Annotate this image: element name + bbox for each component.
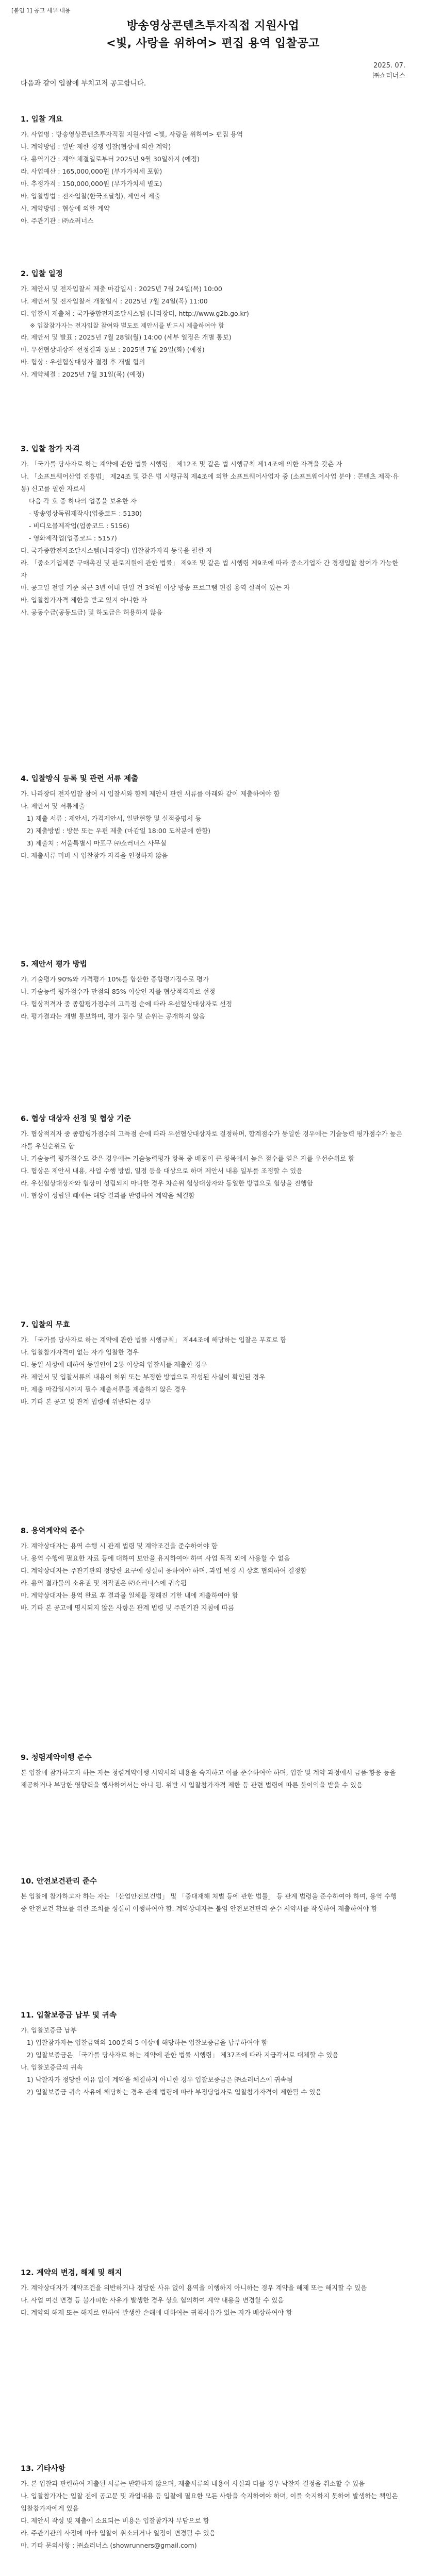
section-line: 라. 「중소기업제품 구매촉진 및 판로지원에 관한 법률」 제9조 및 같은 법 시행령 제9조에 따라 중소기업자 간 경쟁입찰 참여가 가능한 자 bbox=[21, 559, 401, 579]
section-line: 바. 기타 본 공고 및 관계 법령에 위반되는 경우 bbox=[21, 1398, 152, 1405]
section-line: 1) 낙찰자가 정당한 이유 없이 계약을 체결하지 아니한 경우 입찰보증금은 ㈜쇼러너스에 귀속됨 bbox=[21, 2076, 293, 2083]
section-line: 마. 우선협상대상자 선정결과 통보 : 2025년 7월 29일(화) (예정) bbox=[21, 346, 205, 353]
section-line: 라. 용역 결과물의 소유권 및 저작권은 ㈜쇼러너스에 귀속됨 bbox=[21, 1579, 187, 1587]
section-line: 바. 기타 본 공고에 명시되지 않은 사항은 관계 법령 및 주관기관 지침에 따름 bbox=[21, 1604, 234, 1612]
section-title: 5. 제안서 평가 방법 bbox=[21, 960, 87, 969]
section-7 bbox=[21, 1319, 402, 1408]
intro-text: 다음과 같이 입찰에 부치고저 공고합니다. bbox=[21, 79, 146, 88]
section-title: 12. 계약의 변경, 해제 및 해지 bbox=[21, 2269, 122, 2277]
section-line: 사. 계약방법 : 협상에 의한 계약 bbox=[21, 205, 110, 212]
section-line: 라. 우선협상대상자와 협상이 성립되지 아니한 경우 차순위 협상대상자와 동일한 방법으로 협상을 진행함 bbox=[21, 1179, 313, 1187]
section-11 bbox=[21, 2009, 402, 2098]
section-title: 4. 입찰방식 등록 및 관련 서류 제출 bbox=[21, 775, 138, 783]
section-line: 다. 협상은 제안서 내용, 사업 수행 방법, 일정 등을 대상으로 하며 제안서 내용 일부를 조정할 수 있음 bbox=[21, 1167, 303, 1175]
section-line: 마. 추정가격 : 150,000,000원 (부가가치세 별도) bbox=[21, 180, 162, 188]
section-title: 3. 입찰 참가 자격 bbox=[21, 445, 80, 453]
section-12 bbox=[21, 2267, 402, 2319]
section-2 bbox=[21, 268, 402, 381]
section-title: 11. 입찰보증금 납부 및 귀속 bbox=[21, 2011, 117, 2020]
section-line: 가. 본 입찰과 관련하여 제출된 서류는 반환하지 않으며, 제출서류의 내용이 사실과 다를 경우 낙찰자 결정을 취소할 수 있음 bbox=[21, 2480, 365, 2487]
section-line: 다. 협상적격자 중 종합평가점수의 고득점 순에 따라 우선협상대상자로 선정 bbox=[21, 1000, 233, 1008]
section-line: 다. 계약상대자는 주관기관의 정당한 요구에 성실히 응하여야 하며, 과업 변경 시 상호 협의하여 결정함 bbox=[21, 1567, 307, 1574]
section-line: 다. 입찰서 제출처 : 국가종합전자조달시스템 (나라장터, http://www.g2b.go.kr) bbox=[21, 310, 249, 317]
section-1 bbox=[21, 113, 402, 227]
title-block bbox=[0, 18, 426, 53]
section-line: 3) 제출처 : 서울특별시 마포구 ㈜쇼러너스 사무실 bbox=[21, 839, 167, 847]
section-line: 가. 사업명 : 방송영상콘텐츠투자직접 지원사업 <빛, 사랑을 위하여> 편집 용역 bbox=[21, 130, 243, 138]
page-title-line2: <빛, 사랑을 위하여> 편집 용역 입찰공고 bbox=[106, 37, 320, 50]
section-title: 6. 협상 대상자 선정 및 협상 기준 bbox=[21, 1115, 131, 1123]
section-line: 본 입찰에 참가하고자 하는 자는 청렴계약이행 서약서의 내용을 숙지하고 이를 준수하여야 하며, 입찰 및 계약 과정에서 금품·향응 등을 제공하거나 부당한 영향력을 행사하여서는 아니 됨. 위반 시 입찰참가자격 제한 등 관련 법령에 따른 불이익을 받을 수 있음 bbox=[21, 1769, 398, 1789]
section-line: 나. 입찰참가자격이 없는 자가 입찰한 경우 bbox=[21, 1348, 139, 1356]
section-line: 나. 용역 수행에 필요한 자료 등에 대하여 보안을 유지하여야 하며 사업 목적 외에 사용할 수 없음 bbox=[21, 1554, 290, 1562]
section-line: 사. 계약체결 : 2025년 7월 31일(목) (예정) bbox=[21, 370, 145, 378]
issue-info bbox=[373, 61, 405, 81]
section-line: 다. 제출서류 미비 시 입찰참가 자격을 인정하지 않음 bbox=[21, 852, 168, 859]
section-line: 1) 제출 서류 : 제안서, 가격제안서, 일반현황 및 실적증명서 등 bbox=[21, 815, 202, 822]
section-line: 다. 동일 사항에 대하여 동일인이 2통 이상의 입찰서를 제출한 경우 bbox=[21, 1361, 207, 1368]
section-line: 2) 입찰보증금 귀속 사유에 해당하는 경우 관계 법령에 따라 부정당업자로 입찰참가자격이 제한될 수 있음 bbox=[21, 2088, 322, 2096]
section-line: 바. 입찰방법 : 전자입찰(한국조달청), 제안서 제출 bbox=[21, 192, 161, 200]
section-line: 가. 기술평가 90%와 가격평가 10%를 합산한 종합평가점수로 평가 bbox=[21, 975, 209, 983]
section-line: - 영화제작업(업종코드 : 5157) bbox=[21, 534, 117, 542]
section-line: 나. 기술능력 평가점수가 만점의 85% 이상인 자를 협상적격자로 선정 bbox=[21, 988, 216, 995]
section-line: 2) 제출방법 : 방문 또는 우편 제출 (마감일 18:00 도착분에 한함) bbox=[21, 827, 211, 835]
section-line: 나. 계약방법 : 일반 제한 경쟁 입찰(협상에 의한 계약) bbox=[21, 143, 171, 150]
section-line: 바. 협상 : 우선협상대상자 결정 후 개별 협의 bbox=[21, 358, 145, 366]
page-title-line1: 방송영상콘텐츠투자직접 지원사업 bbox=[126, 20, 300, 32]
section-title: 10. 안전보건관리 준수 bbox=[21, 1877, 97, 1886]
section-9 bbox=[21, 1752, 402, 1791]
section-line: 본 입찰에 참가하고자 하는 자는 「산업안전보건법」 및 「중대재해 처벌 등에 관한 법률」 등 관계 법령을 준수하여야 하며, 용역 수행 중 안전보건 확보를 위한 조치를 성실히 이행하여야 함. 계약상대자는 붙임 안전보건관리 준수 서약서를 작성하여 제출하여야 함 bbox=[21, 1892, 399, 1912]
section-line: 다. 국가종합전자조달시스템(나라장터) 입찰참가자격 등록을 필한 자 bbox=[21, 547, 212, 554]
section-line: 다. 계약의 해제 또는 해지로 인하여 발생한 손해에 대하여는 귀책사유가 있는 자가 배상하여야 함 bbox=[21, 2309, 292, 2316]
section-title: 2. 입찰 일정 bbox=[21, 270, 63, 278]
section-8 bbox=[21, 1525, 402, 1614]
section-line: 나. 제안서 및 서류제출 bbox=[21, 802, 85, 810]
section-line: 아. 주관기관 : ㈜쇼러너스 bbox=[21, 217, 94, 225]
section-line: 라. 주관기관의 사정에 따라 입찰이 취소되거나 일정이 변경될 수 있음 bbox=[21, 2529, 216, 2537]
section-line: 바. 입찰참가자격 제한을 받고 있지 아니한 자 bbox=[21, 596, 148, 604]
section-line: 마. 계약상대자는 용역 완료 후 결과물 일체를 정해진 기한 내에 제출하여야 함 bbox=[21, 1591, 239, 1599]
section-4 bbox=[21, 773, 402, 862]
issuer-org: ㈜쇼러너스 bbox=[372, 72, 405, 80]
section-line: - 비디오물제작업(업종코드 : 5156) bbox=[21, 522, 129, 530]
section-line: 나. 「소프트웨어산업 진흥법」 제24조 및 같은 법 시행규칙 제4조에 의한 소프트웨어사업자 중 (소프트웨어사업 분야 : 콘텐츠 제작·유통) 신고를 필한 자로서 bbox=[21, 472, 399, 493]
section-title: 13. 기타사항 bbox=[21, 2465, 65, 2473]
section-line: 가. 제안서 및 전자입찰서 제출 마감일시 : 2025년 7월 24일(목) 10:00 bbox=[21, 285, 222, 293]
section-10 bbox=[21, 1875, 402, 1915]
section-title: 9. 청렴계약이행 준수 bbox=[21, 1754, 92, 1762]
section-line: 다음 각 호 중 하나의 업종을 보유한 자 bbox=[21, 497, 137, 505]
section-line: 라. 사업예산 : 165,000,000원 (부가가치세 포함) bbox=[21, 167, 162, 175]
section-line: 라. 평가결과는 개별 통보하며, 평가 점수 및 순위는 공개하지 않음 bbox=[21, 1012, 205, 1020]
section-line: 나. 입찰보증금의 귀속 bbox=[21, 2063, 83, 2071]
section-line: 라. 제안서 및 입찰서류의 내용이 허위 또는 부정한 방법으로 작성된 사실이 확인된 경우 bbox=[21, 1373, 266, 1381]
section-title: 8. 용역계약의 준수 bbox=[21, 1527, 85, 1535]
section-line: 가. 「국가를 당사자로 하는 계약에 관한 법률 시행규칙」 제44조에 해당하는 입찰은 무효로 함 bbox=[21, 1336, 287, 1344]
section-line: 가. 「국가를 당사자로 하는 계약에 관한 법률 시행령」 제12조 및 같은 법 시행규칙 제14조에 의한 자격을 갖춘 자 bbox=[21, 460, 342, 468]
section-line: 라. 제안서 및 발표 : 2025년 7월 28일(월) 14:00 (세부 일정은 개별 통보) bbox=[21, 333, 232, 341]
section-line: 다. 제안서 작성 및 제출에 소요되는 비용은 입찰참가자 부담으로 함 bbox=[21, 2517, 209, 2524]
section-line: 마. 공고일 전일 기준 최근 3년 이내 단일 건 3억원 이상 방송 프로그램 편집 용역 실적이 있는 자 bbox=[21, 584, 290, 591]
section-line: 나. 사업 여건 변경 등 불가피한 사유가 발생한 경우 상호 협의하여 계약 내용을 변경할 수 있음 bbox=[21, 2296, 284, 2304]
section-line: 가. 나라장터 전자입찰 참여 시 입찰서와 함께 제안서 관련 서류를 아래와 같이 제출하여야 함 bbox=[21, 790, 280, 798]
section-line: 가. 계약상대자가 계약조건을 위반하거나 정당한 사유 없이 용역을 이행하지 아니하는 경우 계약을 해제 또는 해지할 수 있음 bbox=[21, 2284, 367, 2292]
section-line: 사. 공동수급(공동도급) 및 하도급은 허용하지 않음 bbox=[21, 608, 163, 616]
section-3 bbox=[21, 443, 402, 619]
section-line: 1) 입찰참가자는 입찰금액의 100분의 5 이상에 해당하는 입찰보증금을 납부하여야 함 bbox=[21, 2039, 268, 2046]
section-line: - 방송영상독립제작사(업종코드 : 5130) bbox=[21, 510, 142, 517]
section-line: 다. 용역기간 : 계약 체결일로부터 2025년 9월 30일까지 (예정) bbox=[21, 155, 200, 163]
attachment-tag: [붙임 1] 공고 세부 내용 bbox=[11, 7, 71, 14]
section-title: 1. 입찰 개요 bbox=[21, 115, 63, 124]
section-line: 마. 협상이 성립된 때에는 해당 결과를 반영하여 계약을 체결함 bbox=[21, 1192, 195, 1199]
section-line: 가. 계약상대자는 용역 수행 시 관계 법령 및 계약조건을 준수하여야 함 bbox=[21, 1542, 218, 1550]
section-13 bbox=[21, 2463, 402, 2552]
section-line: 나. 입찰참가자는 입찰 전에 공고문 및 과업내용 등 입찰에 필요한 모든 사항을 숙지하여야 하며, 이를 숙지하지 못하여 발생하는 책임은 입찰참가자에게 있음 bbox=[21, 2492, 400, 2512]
section-line: 가. 입찰보증금 납부 bbox=[21, 2026, 77, 2034]
section-line: 가. 협상적격자 중 종합평가점수의 고득점 순에 따라 우선협상대상자로 결정하며, 합계점수가 동일한 경우에는 기술능력 평가점수가 높은 자를 우선순위로 함 bbox=[21, 1130, 404, 1150]
section-line: 나. 기술능력 평가점수도 같은 경우에는 기술능력평가 항목 중 배점이 큰 항목에서 높은 점수를 얻은 자를 우선순위로 함 bbox=[21, 1155, 355, 1162]
section-5 bbox=[21, 958, 402, 1023]
section-line: 나. 제안서 및 전자입찰서 개찰일시 : 2025년 7월 24일(목) 11:00 bbox=[21, 297, 208, 305]
section-line: 2) 입찰보증금은 「국가를 당사자로 하는 계약에 관한 법률 시행령」 제37조에 따라 지급각서로 대체할 수 있음 bbox=[21, 2051, 339, 2059]
issue-date: 2025. 07. bbox=[373, 62, 405, 70]
section-6 bbox=[21, 1113, 402, 1202]
section-line: ※ 입찰참가자는 전자입찰 참여와 별도로 제안서를 반드시 제출하여야 함 bbox=[30, 322, 224, 329]
section-line: 마. 제출 마감일시까지 필수 제출서류를 제출하지 않은 경우 bbox=[21, 1385, 187, 1393]
section-line: 마. 기타 문의사항 : ㈜쇼러너스 (showrunners@gmail.com) bbox=[21, 2541, 197, 2549]
section-title: 7. 입찰의 무효 bbox=[21, 1321, 70, 1329]
